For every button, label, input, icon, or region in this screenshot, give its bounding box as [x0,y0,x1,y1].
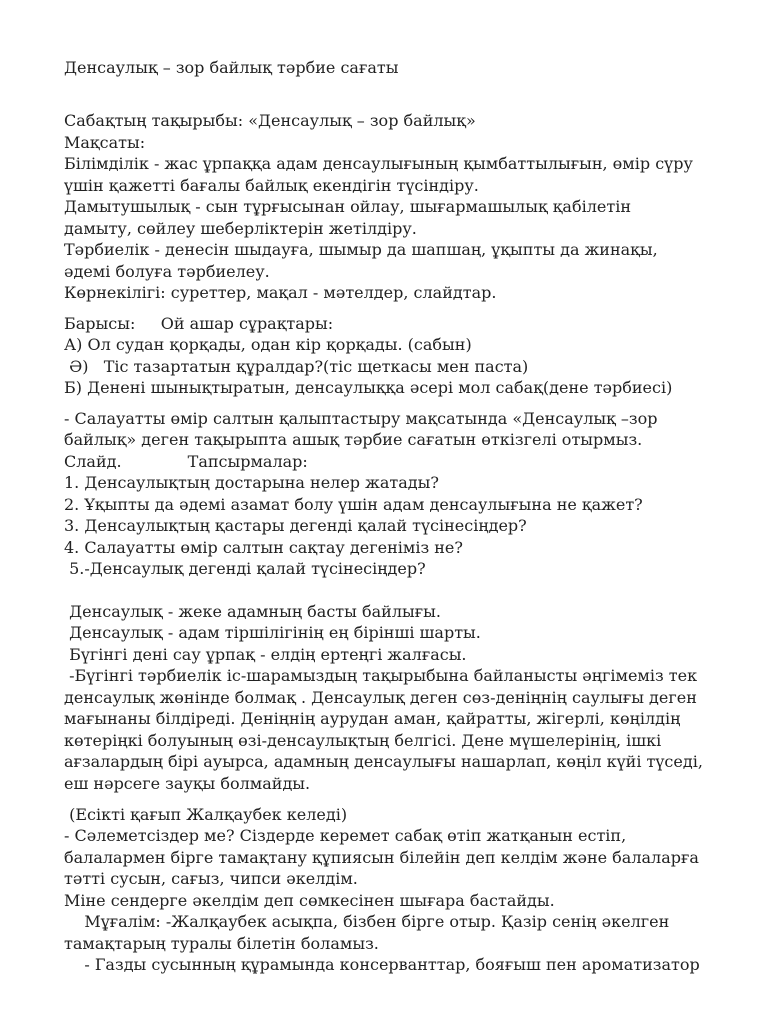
text-line: еш нәрсеге зауқы болмайды. [64,774,311,793]
text-line: -Бүгінгі тәрбиелік іс-шарамыздың тақырыбына байланысты әңгімеміз тек [64,666,698,685]
text-line: Барысы: Ой ашар сұрақтары: [64,314,334,333]
text-line: дамыту, сөйлеу шеберліктерін жетілдіру. [64,219,417,238]
text-line: Денсаулық - адам тіршілігінің ең бірінші шарты. [64,623,481,642]
text-line: Б) Денені шынықтыратын, денсаулыққа әсері мол сабақ(дене тәрбиесі) [64,378,673,397]
text-line: 3. Денсаулықтың қастары дегенді қалай түсінесіңдер? [64,516,527,535]
text-line: Ә) Тіс тазартатын құралдар?(тіс щеткасы мен паста) [64,357,529,376]
text-line: Сабақтың тақырыбы: «Денсаулық – зор байлық» [64,111,476,130]
text-line: әдемі болуға тәрбиелеу. [64,262,270,281]
text-line: Мұғалім: -Жалқаубек асықпа, бізбен бірге отыр. Қазір сенің әкелген [64,912,670,931]
text-line: 5.-Денсаулық дегенді қалай түсінесіңдер? [64,559,426,578]
text-line: - Салауатты өмір салтын қалыптастыру мақсатында «Денсаулық –зор [64,409,658,428]
text-line: Слайд. Тапсырмалар: [64,452,308,471]
text-line: денсаулық жөнінде болмақ . Денсаулық деген сөз-деніңнің саулығы деген [64,688,697,707]
text-line: Мақсаты: [64,133,146,152]
document-title: Денсаулық – зор байлық тәрбие сағаты [64,58,399,77]
text-line: Бүгінгі дені сау ұрпақ - елдің ертеңгі жалғасы. [64,645,467,664]
text-line: көтеріңкі болуының өзі-денсаулықтың белгісі. Дене мүшелерінің, ішкі [64,731,662,750]
text-line: мағынаны білдіреді. Деніңнің аурудан аман, қайратты, жігерлі, көңілдің [64,709,681,728]
text-line: (Есікті қағып Жалқаубек келеді) [64,805,348,824]
text-line: 1. Денсаулықтың достарына нелер жатады? [64,473,439,492]
text-line: Тәрбиелік - денесін шыдауға, шымыр да шапшаң, ұқыпты да жинақы, [64,240,658,259]
text-line: ағзалардың бірі ауырса, адамның денсаулығы нашарлап, көңіл күйі түседі, [64,752,703,771]
text-line: Денсаулық - жеке адамның басты байлығы. [64,602,441,621]
text-line: Дамытушылық - сын тұрғысынан ойлау, шығармашылық қабілетін [64,197,631,216]
text-line: Көрнекілігі: суреттер, мақал - мәтелдер, слайдтар. [64,283,497,302]
text-line: тәтті сусын, сағыз, чипси әкелдім. [64,869,358,888]
text-line: - Сәлеметсіздер ме? Сіздерде керемет сабақ өтіп жатқанын естіп, [64,826,627,845]
text-line: 2. Ұқыпты да әдемі азамат болу үшін адам денсаулығына не қажет? [64,495,643,514]
text-line: үшін қажетті бағалы байлық екендігін түсіндіру. [64,176,479,195]
text-line: Міне сендерге әкелдім деп сөмкесінен шығара бастайды. [64,891,555,910]
text-line: А) Ол судан қорқады, одан кір қорқады. (сабын) [64,335,472,354]
text-line: байлық» деген тақырыпта ашық тәрбие сағатын өткізгелі отырмыз. [64,430,643,449]
text-line: 4. Салауатты өмір салтын сақтау дегеніміз не? [64,538,463,557]
text-line: Білімділік - жас ұрпаққа адам денсаулығының қымбаттылығын, өмір сүру [64,154,693,173]
text-line: тамақтарың туралы білетін боламыз. [64,934,379,953]
text-line: балалармен бірге тамақтану құпиясын білейін деп келдім және балаларға [64,848,699,867]
text-line: - Газды сусынның құрамында консерванттар, бояғыш пен ароматизатор [64,955,700,974]
